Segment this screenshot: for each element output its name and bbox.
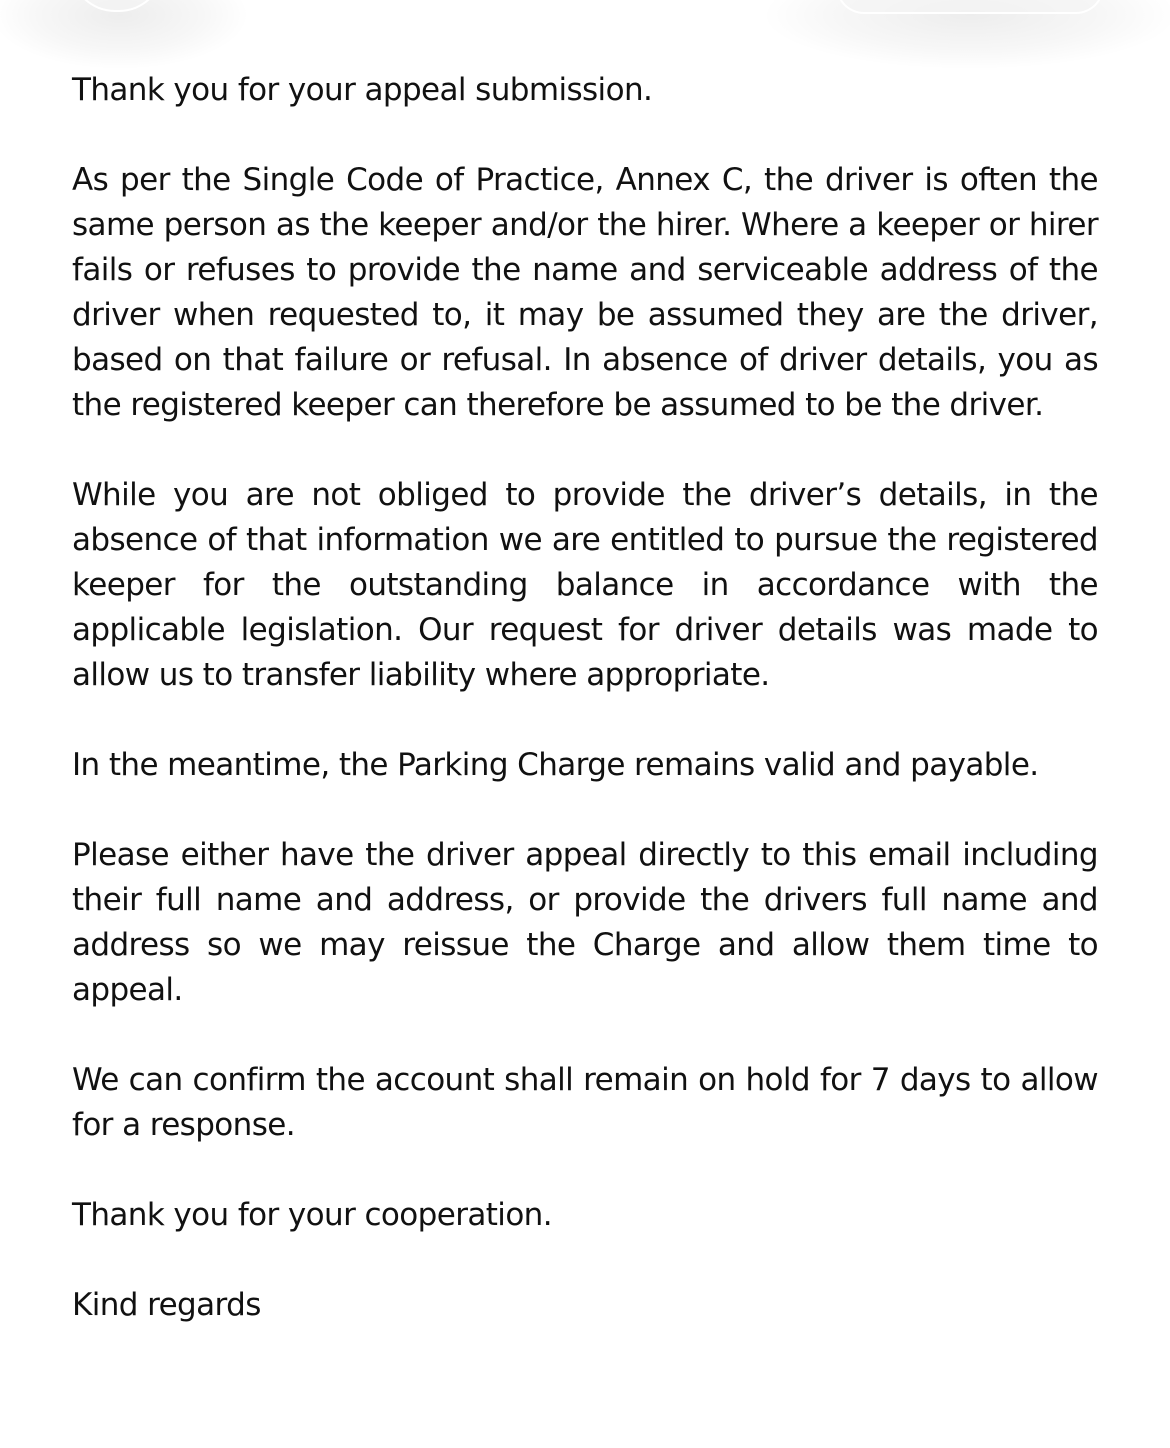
top-toolbar (0, 0, 1170, 60)
actions-pill-button[interactable] (836, 0, 1104, 14)
thanks-paragraph: Thank you for your cooperation. (72, 1197, 552, 1233)
charge-valid-paragraph: In the meantime, the Parking Charge remains valid and payable. (72, 747, 1039, 783)
account-hold-paragraph: We can confirm the account shall remain on hold for 7 days to allow for a response. (72, 1062, 1098, 1143)
code-of-practice-paragraph: As per the Single Code of Practice, Annex C, the driver is often the same person as the keeper and/or the hirer. Where a keeper or hirer fails or refuses to provide the name and serviceable address of the driver when requested to, it may be assumed they are the driver, based on that failure or refusal. In absence of driver details, you as the registered keeper can therefore be assumed to be the driver. (72, 162, 1098, 423)
driver-appeal-paragraph: Please either have the driver appeal directly to this email including their full name and address, or provide the drivers full name and address so we may reissue the Charge and allow them time to appeal. (72, 837, 1098, 1008)
email-body (72, 68, 1098, 1373)
greeting-paragraph: Thank you for your appeal submission. (72, 72, 653, 108)
sign-off: Kind regards (72, 1287, 261, 1323)
keeper-liability-paragraph: While you are not obliged to provide the driver’s details, in the absence of that information we are entitled to pursue the registered keeper for the outstanding balance in accordance with the applicable legislation. Our request for driver details was made to allow us to transfer liability where appropriate. (72, 477, 1098, 693)
